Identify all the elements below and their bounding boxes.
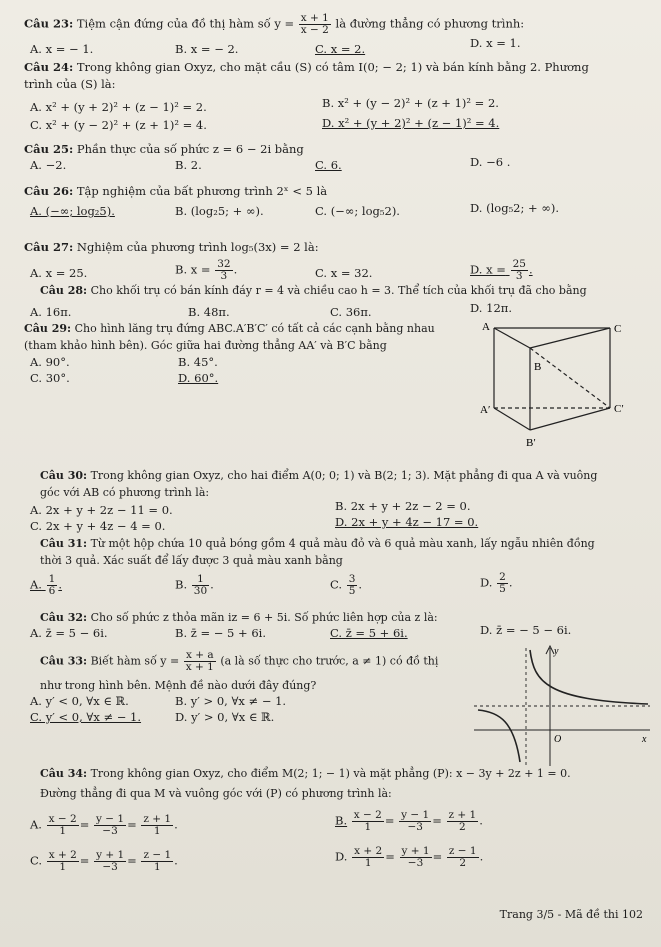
q28-option-b: B. 48π. [188,305,230,319]
q28-option-d: D. 12π. [470,301,512,315]
q25-stem: Câu 25: Phần thực của số phức z = 6 − 2i bằng [24,142,304,156]
hyperbola-graph [470,642,655,772]
q27-option-d: D. x = $\frac{25}{3}$ . [470,258,533,282]
q30-option-c: C. 2x + y + 4z − 4 = 0. [30,519,166,533]
q34-option-b: B. $\frac{x - 2}{1}$ = $\frac{y - 1}{-3}$ = $\frac{z + 1}{2}$ . [335,809,483,833]
q26-option-c: C. (−∞; log₅2). [315,204,400,218]
q30-stem-2: góc với AB có phương trình là: [40,486,210,499]
axis-label-y: y [554,646,559,657]
q31-stem: Câu 31: Từ một hộp chứa 10 quả bóng gồm 4 quả màu đỏ và 6 quả màu xanh, lấy ngẫu nhiên đồng [40,537,595,550]
q25-option-c: C. 6. [315,158,342,172]
q30-option-d: D. 2x + y + 4z − 17 = 0. [335,515,479,529]
q31-option-c: C. $\frac{3}{5}$ . [330,573,363,597]
q23-option-a: A. x = − 1. [30,42,94,56]
q34-option-c: C. $\frac{x + 2}{1}$ = $\frac{y + 1}{-3}$ = $\frac{z - 1}{1}$ . [30,849,178,873]
prism-label-a2: A′ [480,404,491,416]
q24-option-b: B. x² + (y − 2)² + (z + 1)² = 2. [322,96,499,110]
q31-option-d: D. $\frac{2}{5}$ . [480,571,513,595]
q32-option-b: B. z̄ = − 5 + 6i. [175,626,266,640]
q32-option-c: C. z̄ = 5 + 6i. [330,626,408,640]
q24-stem-2: trình của (S) là: [24,77,116,91]
q25-option-d: D. −6 . [470,155,511,169]
q23-option-d: D. x = 1. [470,36,521,50]
prism-label-b2: B′ [526,437,536,449]
right-branch [530,650,648,704]
page-footer: Trang 3/5 - Mã đề thi 102 [499,908,643,921]
origin-label: O [554,734,562,745]
q29-option-a: A. 90°. [30,355,70,369]
prism-edge-a2b2 [494,408,530,430]
q27-option-a: A. x = 25. [30,266,88,280]
q33-option-c: C. y′ < 0, ∀x ≠ − 1. [30,710,142,724]
q24-option-a: A. x² + (y + 2)² + (z − 1)² = 2. [30,100,207,114]
q25-option-a: A. −2. [30,158,67,172]
q33-stem: Câu 33: Biết hàm số y = $\frac{x + a}{x + 1}$ (a là số thực cho trước, a ≠ 1) có đồ thị [40,649,439,673]
q28-option-a: A. 16π. [30,305,72,319]
q27-stem: Câu 27: Nghiệm của phương trình log₅(3x) = 2 là: [24,240,319,254]
q29-stem: Câu 29: Cho hình lăng trụ đứng ABC.A′B′C′ có tất cả các cạnh bằng nhau [24,322,435,335]
q32-option-d: D. z̄ = − 5 − 6i. [480,623,572,637]
q28-stem: Câu 28: Cho khối trụ có bán kính đáy r = 4 và chiều cao h = 3. Thể tích của khối trụ đã cho bằng [40,284,587,297]
q26-stem: Câu 26: Tập nghiệm của bất phương trình 2ˣ < 5 là [24,184,328,198]
q23-option-c: C. x = 2. [315,42,366,56]
q23-stem: Câu 23: Tiệm cận đứng của đồ thị hàm số y = $\frac{x + 1}{x - 2}$ là đường thẳng có phương trình: [24,12,525,36]
left-branch [478,710,520,762]
q29-option-d: D. 60°. [178,371,219,385]
q31-stem-2: thời 3 quả. Xác suất để lấy được 3 quả màu xanh bằng [40,554,343,567]
q25-option-b: B. 2. [175,158,202,172]
prism-label-a: A [482,321,490,333]
prism-edge-b2c2 [530,408,610,430]
q29-option-b: B. 45°. [178,355,218,369]
axis-label-x: x [642,734,647,745]
prism-edge-bc [530,328,610,348]
q27-option-c: C. x = 32. [315,266,373,280]
prism-label-c2: C′ [614,403,624,415]
q24-option-c: C. x² + (y − 2)² + (z + 1)² = 4. [30,118,207,132]
q32-option-a: A. z̄ = 5 − 6i. [30,626,108,640]
q28-option-c: C. 36π. [330,305,372,319]
prism-edge-ab [494,328,530,348]
q24-stem: Câu 24: Trong không gian Oxyz, cho mặt cầu (S) có tâm I(0; − 2; 1) và bán kính bằng 2. Phương [24,60,589,74]
prism-label-c: C [614,323,622,335]
q30-stem: Câu 30: Trong không gian Oxyz, cho hai điểm A(0; 0; 1) và B(2; 1; 3). Mặt phẳng đi qua A và vuông [40,469,598,482]
q33-stem-2: như trong hình bên. Mệnh đề nào dưới đây đúng? [40,679,317,692]
q29-stem-2: (tham khảo hình bên). Góc giữa hai đường thẳng AA′ và B′C bằng [24,339,387,352]
q33-option-b: B. y′ > 0, ∀x ≠ − 1. [175,694,287,708]
prism-figure [480,318,640,468]
q29-option-c: C. 30°. [30,371,70,385]
q30-option-a: A. 2x + y + 2z − 11 = 0. [30,503,173,517]
q26-option-d: D. (log₅2; + ∞). [470,201,560,215]
q27-option-b: B. x = $\frac{32}{3}$ . [175,258,238,282]
q30-option-b: B. 2x + y + 2z − 2 = 0. [335,499,471,513]
q31-option-b: B. $\frac{1}{30}$ . [175,573,214,597]
q34-stem: Câu 34: Trong không gian Oxyz, cho điểm M(2; 1; − 1) và mặt phẳng (P): x − 3y + 2z + 1 = 0. [40,767,571,780]
q24-option-d: D. x² + (y + 2)² + (z − 1)² = 4. [322,116,500,130]
prism-label-b: B [534,361,542,373]
q34-option-a: A. $\frac{x - 2}{1}$ = $\frac{y - 1}{-3}$ = $\frac{z + 1}{1}$ . [30,813,178,837]
q33-option-d: D. y′ > 0, ∀x ∈ ℝ. [175,710,275,724]
q32-stem: Câu 32: Cho số phức z thỏa mãn iz = 6 + 5i. Số phức liên hợp của z là: [40,611,438,624]
q34-stem-2: Đường thẳng đi qua M và vuông góc với (P) có phương trình là: [40,787,392,800]
q23-option-b: B. x = − 2. [175,42,239,56]
q33-option-a: A. y′ < 0, ∀x ∈ ℝ. [30,694,129,708]
q31-option-a: A. $\frac{1}{6}$ . [30,573,62,597]
prism-edge-bc2 [530,348,610,408]
q26-option-a: A. (−∞; log₂5). [30,204,115,218]
q26-option-b: B. (log₂5; + ∞). [175,204,264,218]
q34-option-d: D. $\frac{x + 2}{1}$ = $\frac{y + 1}{-3}$ = $\frac{z - 1}{2}$ . [335,845,484,869]
